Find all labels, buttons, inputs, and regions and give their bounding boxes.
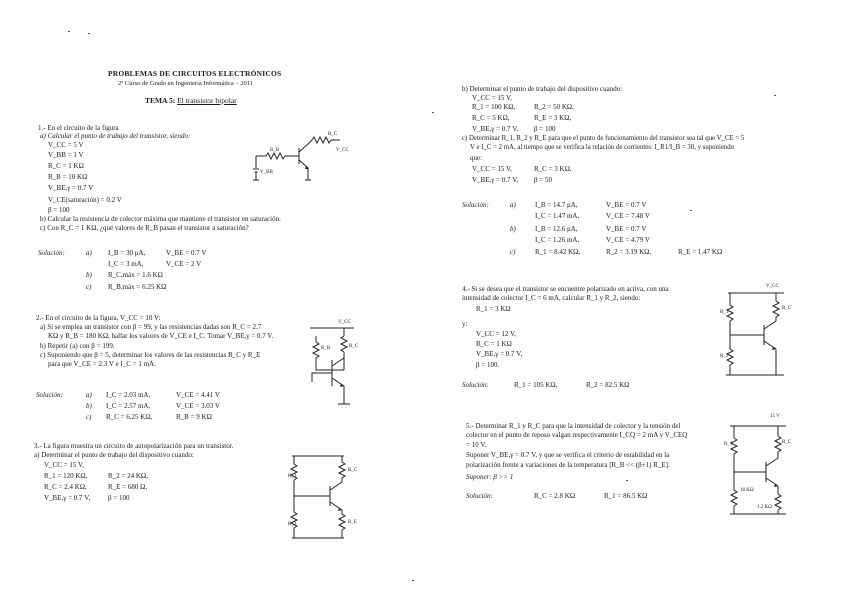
topic-prefix: TEMA 5:	[145, 96, 176, 105]
p1-sol-value: R_C,máx = 1.6 KΩ	[108, 271, 163, 279]
p2-sol-value: R_B = 9 KΩ	[176, 413, 212, 421]
scan-speck	[68, 31, 70, 32]
p2-sol-part: a)	[86, 391, 92, 399]
p3c-statement-cont: V e I_C = 2 mA, al tiempo que se verifica la relación de corrientes: I_R1/I_B = 30, y suponiendo	[470, 144, 735, 151]
p1-param: R_C = 1 KΩ	[48, 162, 84, 170]
p3-sol-value: V_CE = 7.48 V	[606, 212, 650, 220]
p3-param: R_C = 2.4 KΩ,	[44, 483, 87, 491]
p3c-statement-cont: que:	[470, 154, 483, 162]
p2-part-a: a) Si se emplea un transistor con β = 99, y las resistencias dadas son R_C = 2.7	[40, 323, 262, 331]
p3c-param: V_BE,γ = 0.7 V,	[472, 176, 519, 184]
doc-subtitle: 2º Curso de Grado en Ingeniería Informática – 2011	[118, 80, 253, 87]
p1-part-b: b) Calcular la resistencia de colector máxima que mantiene el transistor en saturación.	[40, 215, 281, 223]
p1-sol-value: I_B = 30 μA,	[108, 249, 146, 257]
p1-param: V_BE,γ = 0.7 V	[48, 184, 94, 192]
p3c-statement: c) Determinar R_1, R_2 y R_E para que el punto de funcionamiento del transistor sea tal que V_CE = 5	[462, 135, 745, 142]
p3-statement: 3.- La figura muestra un circuito de autopolarización para un transistor.	[34, 442, 234, 450]
p1-label-vbb: V_BB	[260, 170, 273, 175]
doc-title: PROBLEMAS DE CIRCUITOS ELECTRÓNICOS	[108, 69, 282, 78]
p4-sol-value: R_2 = 82.5 KΩ	[586, 381, 630, 389]
p3-param: R_E = 680 Ω,	[108, 483, 148, 491]
topic-name: El transistor bipolar	[177, 96, 237, 105]
p1-sol-value: V_CE = 2 V	[166, 260, 202, 268]
p3-sol-value: I_C = 1.47 mA,	[535, 212, 580, 220]
p5-statement-cont: colector en el punto de reposo valgan respectivamente I_CQ = 2 mA y V_CEQ	[466, 431, 688, 439]
p1-param: V_BB = 1 V	[48, 151, 84, 159]
p1-label-rc: R_C	[328, 132, 338, 137]
p3-solution-label: Solución:	[462, 201, 489, 209]
p1-sol-value: I_C = 3 mA,	[108, 260, 144, 268]
p1-circuit-diagram	[252, 130, 342, 188]
p3-sol-value: I_C = 1.26 mA,	[535, 236, 580, 244]
p2-sol-part: b)	[86, 402, 92, 410]
p1-part-c: c) Con R_C = 1 KΩ, ¿qué valores de R_B pasan el transistor a saturación?	[40, 224, 249, 232]
p2-circuit-diagram	[300, 320, 362, 412]
p5-label-r2: 18 KΩ	[740, 488, 754, 493]
p2-sol-value: V_CE = 4.41 V	[176, 391, 220, 399]
p3b-param: V_BE,γ = 0.7 V,	[472, 125, 519, 133]
scan-speck	[626, 480, 628, 481]
p5-assumption: Suponer: β >> 1	[466, 473, 514, 481]
p5-sol-value: R_1 = 86.5 KΩ	[604, 492, 648, 500]
p2-label-rc: R_C	[349, 344, 359, 349]
p4-label-r2: R_2	[720, 354, 729, 359]
p4-param: β = 100.	[476, 361, 500, 369]
p3b-param: R_2 = 50 KΩ,	[534, 103, 574, 111]
p4-statement: 4.- Si se desea que el transistor se encuentre polarizado en activa, con una	[462, 285, 669, 293]
p3-sol-part: a)	[510, 201, 516, 209]
p5-label-r1: R_1	[724, 442, 733, 447]
p4-label-vcc: V_CC	[766, 284, 779, 289]
p1-solution-label: Solución:	[38, 249, 65, 257]
p2-sol-value: R_C = 6.25 KΩ,	[106, 413, 153, 421]
p4-statement-cont: intensidad de colector I_C = 6 mA, calcular R_1 y R_2, siendo:	[462, 294, 641, 302]
p4-circuit-diagram	[718, 283, 794, 383]
p3-sol-part: b)	[510, 225, 516, 233]
p3b-statement: b) Determinar el punto de trabajo del dispositivo cuando:	[462, 85, 623, 93]
p3b-param: β = 100	[534, 125, 556, 133]
p2-part-b: b) Repetir (a) con β = 199.	[40, 342, 115, 350]
p1-param: β = 100	[48, 206, 70, 214]
scan-speck	[88, 33, 90, 34]
p4-sol-value: R_1 = 105 KΩ,	[514, 381, 558, 389]
p5-statement-cont: = 10 V.	[466, 441, 487, 449]
p4-param: R_1 = 3 KΩ	[476, 305, 511, 313]
p5-solution-label: Solución:	[466, 492, 493, 500]
p3b-param: R_1 = 100 KΩ,	[472, 103, 516, 111]
p1-param: V_CE(saturación) = 0.2 V	[48, 196, 122, 204]
p4-param: y:	[462, 320, 468, 328]
p3-label-re: R_E	[348, 520, 357, 525]
p2-sol-value: I_C = 2.03 mA,	[106, 391, 151, 399]
p5-label-re: 1.2 KΩ	[757, 505, 772, 510]
p2-label-rb: R_B	[321, 346, 331, 351]
p5-statement: 5.- Determinar R_1 y R_C para que la intensidad de colector y la tensión del	[466, 422, 681, 430]
p3c-param: V_CC = 15 V,	[472, 165, 512, 173]
p4-solution-label: Solución:	[462, 381, 489, 389]
p5-statement-cont: Suponer V_BE,γ = 0.7 V, y que se verifica el criterio de estabilidad en la	[466, 451, 670, 459]
scan-speck	[412, 580, 414, 581]
p3-label-rc: R_C	[348, 468, 358, 473]
p3c-param: R_C = 3 KΩ,	[534, 165, 572, 173]
p2-sol-value: I_C = 2.57 mA,	[106, 402, 151, 410]
p3-param: V_CC = 15 V,	[44, 461, 84, 469]
p1-statement: 1.- En el circuito de la figura	[38, 124, 119, 132]
p3-sol-value: R_2 = 3.19 KΩ,	[606, 248, 652, 256]
p3-circuit-diagram	[284, 450, 364, 546]
p1-sol-value: V_BE = 0.7 V	[166, 249, 207, 257]
p5-statement-cont: polarización frente a variaciones de la temperatura [R_B << (β+1) R_E].	[466, 461, 670, 469]
p2-part-c: c) Suponiendo que β = 5, determinar los valores de las resistencias R_C y R_E	[40, 351, 261, 359]
p3-sol-value: I_B = 12.6 μA,	[535, 225, 578, 233]
p2-sol-value: V_CE = 3.03 V	[176, 402, 220, 410]
p3-param: R_2 = 24 KΩ,	[108, 472, 148, 480]
p3-label-r1: R_1	[288, 474, 297, 479]
topic-heading	[145, 97, 237, 105]
p3-sol-value: V_BE = 0.7 V	[606, 201, 647, 209]
p3b-param: R_C = 5 KΩ,	[472, 114, 510, 122]
scan-speck	[690, 210, 692, 211]
p5-label-supply: 15 V	[770, 414, 780, 419]
p3-label-r2: R_2	[288, 522, 297, 527]
p2-part-a-cont: KΩ y R_B = 180 KΩ, hallar los valores de V_CE e I_C. Tomar V_BE,γ = 0.7 V.	[48, 332, 274, 340]
p3-sol-value: I_B = 14.7 μA,	[535, 201, 578, 209]
p1-sol-part: c)	[86, 283, 92, 291]
p4-label-rc: R_C	[782, 306, 792, 311]
p1-sol-part: b)	[86, 271, 92, 279]
p2-sol-part: c)	[86, 413, 92, 421]
p1-param: V_CC = 5 V	[48, 141, 84, 149]
p3-param: R_1 = 120 KΩ,	[44, 472, 88, 480]
p4-param: V_BE,γ = 0.7 V,	[476, 350, 523, 358]
p2-statement: 2.- En el circuito de la figura, V_CC = 10 V:	[36, 314, 161, 322]
p5-sol-value: R_C = 2.8 KΩ	[534, 492, 576, 500]
p1-label-vcc: V_CC	[336, 148, 349, 153]
p3-sol-part: c)	[510, 248, 516, 256]
p3b-param: R_E = 3 KΩ,	[534, 114, 572, 122]
p1-param: R_B = 10 KΩ	[48, 173, 88, 181]
p2-solution-label: Solución:	[36, 391, 63, 399]
p1-sol-part: a)	[86, 249, 92, 257]
p1-label-rb: R_B	[270, 148, 280, 153]
p3-param: β = 100	[108, 494, 130, 502]
p4-param: V_CC = 12 V,	[476, 330, 516, 338]
p3-sol-value: R_E = 1.47 KΩ	[678, 248, 723, 256]
p2-label-vcc: V_CC	[338, 320, 351, 325]
p5-label-rc: R_C	[782, 440, 792, 445]
p3-param: V_BE,γ = 0.7 V,	[44, 494, 91, 502]
p3-sol-value: V_CE = 4.79 V	[606, 236, 650, 244]
p4-param: R_C = 1 KΩ	[476, 340, 512, 348]
p3-part-a: a) Determinar el punto de trabajo del dispositivo cuando:	[34, 451, 194, 459]
p1-part-a: a) Calcular el punto de trabajo del transistor, siendo:	[40, 132, 191, 140]
p3-sol-value: R_1 = 8.42 KΩ,	[535, 248, 581, 256]
p3-sol-value: V_BE = 0.7 V	[606, 225, 647, 233]
p3b-param: V_CC = 15 V,	[472, 94, 512, 102]
scan-speck	[774, 95, 776, 96]
p1-sol-value: R_B,máx = 6.25 KΩ	[108, 283, 167, 291]
p4-label-r1: R_1	[720, 310, 729, 315]
p3c-param: β = 50	[534, 176, 553, 184]
scan-speck	[432, 112, 434, 113]
p2-part-c-cont: para que V_CE = 2.3 V e I_C = 1 mA.	[48, 360, 156, 368]
